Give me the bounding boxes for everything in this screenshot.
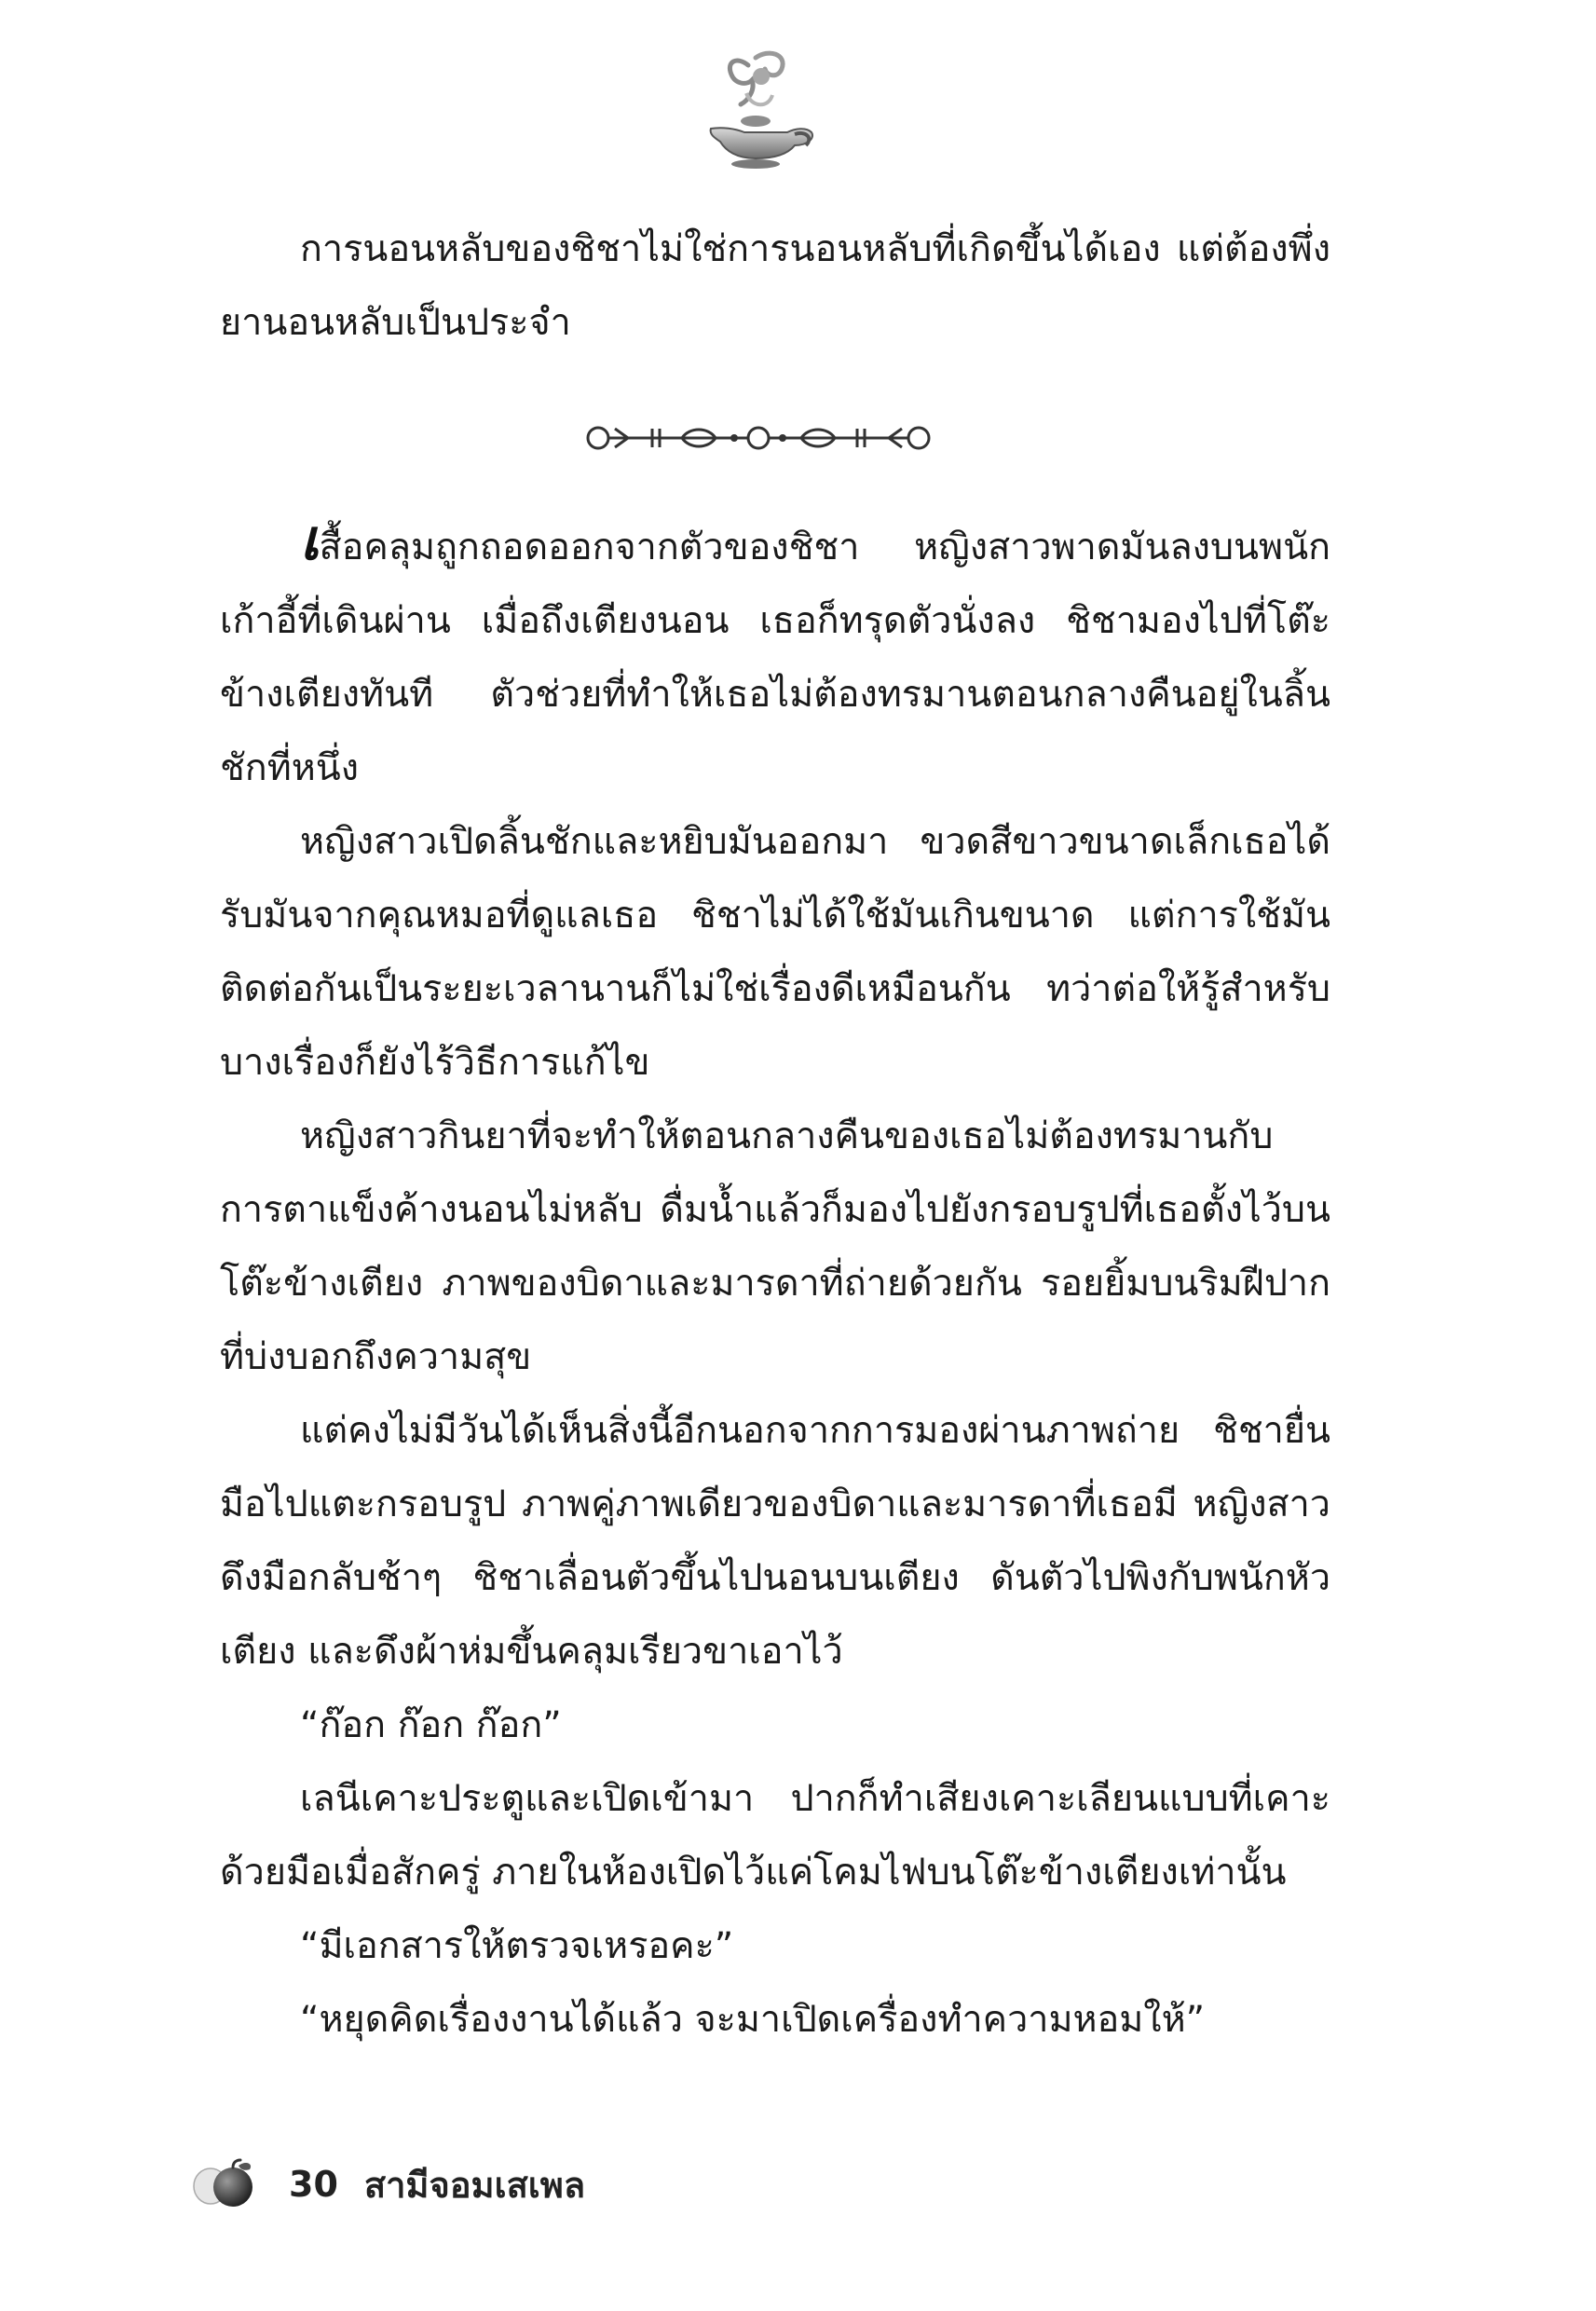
ornamental-divider-icon [585, 421, 932, 455]
paragraph: การนอนหลับของชิชาไม่ใช่การนอนหลับที่เกิดขึ้นได้เอง แต่ต้องพึ่งยานอนหลับเป็นประจำ [220, 227, 1330, 344]
book-title: สามีจอมเสเพล [363, 2164, 586, 2206]
dialogue-line: “มีเอกสารให้ตรวจเหรอคะ” [300, 1924, 734, 1967]
dialogue-line: “หยุดคิดเรื่องงานได้แล้ว จะมาเปิดเครื่องทำความหอมให้” [300, 1998, 1206, 2041]
paragraph-first [220, 508, 1330, 805]
page-footer [186, 2158, 585, 2210]
section-1 [220, 212, 1330, 360]
section-2 [220, 508, 1330, 2057]
paragraph: หญิงสาวกินยาที่จะทำให้ตอนกลางคืนของเธอไม่ต้องทรมานกับการตาแข็งค้างนอนไม่หลับ ดื่มน้ำแล้วก็มองไปยังกรอบรูปที่เธอตั้งไว้บนโต๊ะข้างเตียง ภาพของบิดาและมารดาที่ถ่ายด้วยกัน รอยยิ้มบนริมฝีปากที่บ่งบอกถึงความสุข [220, 1114, 1330, 1378]
paragraph: เลนีเคาะประตูและเปิดเข้ามา ปากก็ทำเสียงเคาะเลียนแบบที่เคาะด้วยมือเมื่อสักครู่ ภายในห้องเปิดไว้แค่โคมไฟบนโต๊ะข้างเตียงเท่านั้น [220, 1777, 1330, 1894]
dialogue-line: “ก๊อก ก๊อก ก๊อก” [300, 1703, 562, 1746]
paragraph: แต่คงไม่มีวันได้เห็นสิ่งนี้อีกนอกจากการมองผ่านภาพถ่าย ชิชายื่นมือไปแตะกรอบรูป ภาพคู่ภาพเดียวของบิดาและมารดาที่เธอมี หญิงสาวดึงมือกลับช้าๆ ชิชาเลื่อนตัวขึ้นไปนอนบนเตียง ดันตัวไปพิงกับพนักหัวเตียง และดึงผ้าห่มขึ้นคลุมเรียวขาเอาไว้ [220, 1409, 1330, 1673]
paragraph: หญิงสาวเปิดลิ้นชักและหยิบมันออกมา ขวดสีขาวขนาดเล็กเธอได้รับมันจากคุณหมอที่ดูแลเธอ ชิชาไม่ได้ใช้มันเกินขนาด แต่การใช้มันติดต่อกันเป็นระยะเวลานานก็ไม่ใช่เรื่องดีเหมือนกัน ทว่าต่อให้รู้สำหรับบางเรื่องก็ยังไร้วิธีการแก้ไข [220, 820, 1330, 1084]
magic-lamp-icon [690, 48, 821, 171]
dropcap-letter: เ [300, 508, 320, 573]
paragraph-first-text: สื้อคลุมถูกถอดออกจากตัวของชิชา หญิงสาวพาดมันลงบนพนักเก้าอี้ที่เดินผ่าน เมื่อถึงเตียงนอน เธอก็ทรุดตัวนั่งลง ชิชามองไปที่โต๊ะข้างเตียงทันที ตัวช่วยที่ทำให้เธอไม่ต้องทรมานตอนกลางคืนอยู่ในลิ้นชักที่หนึ่ง [220, 526, 1330, 789]
apple-icon [186, 2158, 261, 2210]
page-number: 30 [289, 2164, 338, 2205]
